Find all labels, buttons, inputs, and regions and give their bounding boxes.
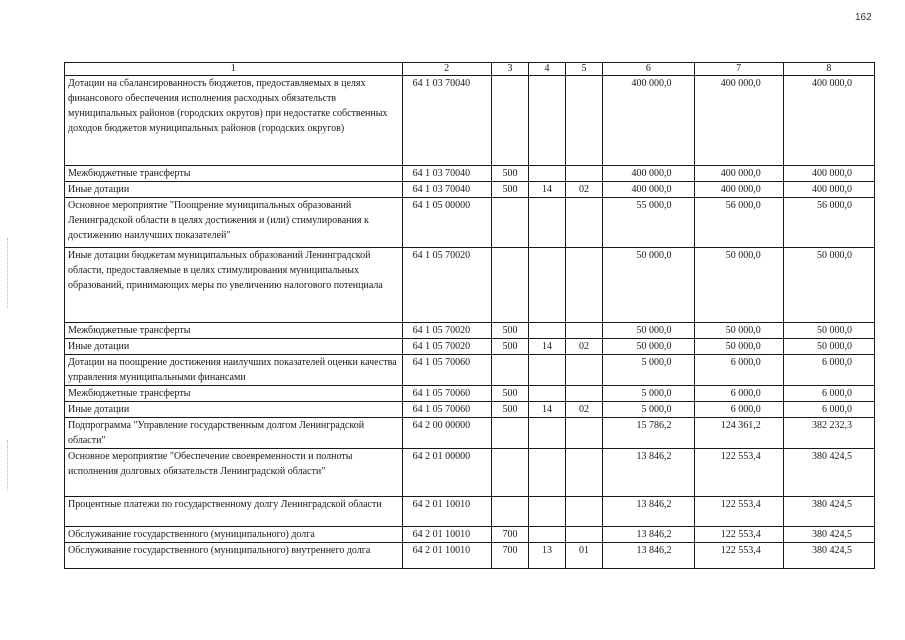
row-value-6: 15 786,2 — [603, 418, 694, 449]
row-vr: 500 — [491, 386, 529, 402]
row-value-7: 400 000,0 — [694, 182, 783, 198]
row-pr — [565, 355, 603, 386]
row-pr — [565, 449, 603, 497]
row-name: Процентные платежи по государственному долгу Ленинградской области — [65, 497, 403, 527]
row-rz — [529, 248, 565, 323]
row-value-6: 13 846,2 — [603, 527, 694, 543]
row-code: 64 1 05 00000 — [402, 198, 491, 248]
scan-artifact — [7, 440, 11, 490]
column-header: 8 — [783, 63, 874, 76]
row-code: 64 1 05 70060 — [402, 386, 491, 402]
row-name: Иные дотации — [65, 182, 403, 198]
row-value-6: 13 846,2 — [603, 543, 694, 569]
row-pr — [565, 497, 603, 527]
row-name: Основное мероприятие "Обеспечение своевременности и полноты исполнения долговых обязательств Ленинградской области" — [65, 449, 403, 497]
row-vr: 700 — [491, 543, 529, 569]
row-value-7: 122 553,4 — [694, 497, 783, 527]
column-header: 6 — [603, 63, 694, 76]
row-vr — [491, 497, 529, 527]
row-code: 64 2 00 00000 — [402, 418, 491, 449]
row-rz — [529, 323, 565, 339]
row-pr — [565, 386, 603, 402]
row-value-7: 124 361,2 — [694, 418, 783, 449]
row-value-7: 56 000,0 — [694, 198, 783, 248]
row-rz — [529, 166, 565, 182]
table-row — [65, 543, 875, 569]
row-name: Подпрограмма "Управление государственным долгом Ленинградской области" — [65, 418, 403, 449]
row-value-8: 400 000,0 — [783, 76, 874, 166]
table-row — [65, 182, 875, 198]
row-value-7: 400 000,0 — [694, 166, 783, 182]
row-value-8: 50 000,0 — [783, 248, 874, 323]
row-value-8: 380 424,5 — [783, 449, 874, 497]
row-value-6: 400 000,0 — [603, 76, 694, 166]
table-row — [65, 418, 875, 449]
row-rz — [529, 76, 565, 166]
row-name: Межбюджетные трансферты — [65, 386, 403, 402]
row-vr: 500 — [491, 402, 529, 418]
row-value-7: 6 000,0 — [694, 386, 783, 402]
row-vr: 700 — [491, 527, 529, 543]
row-vr — [491, 248, 529, 323]
row-value-7: 6 000,0 — [694, 402, 783, 418]
row-value-6: 13 846,2 — [603, 449, 694, 497]
row-name: Дотации на поощрение достижения наилучших показателей оценки качества управления муниципальными финансами — [65, 355, 403, 386]
row-vr: 500 — [491, 339, 529, 355]
row-rz — [529, 418, 565, 449]
row-value-8: 50 000,0 — [783, 339, 874, 355]
row-pr — [565, 166, 603, 182]
row-rz: 14 — [529, 182, 565, 198]
row-pr: 02 — [565, 182, 603, 198]
row-code: 64 2 01 10010 — [402, 543, 491, 569]
row-code: 64 1 05 70020 — [402, 323, 491, 339]
row-code: 64 1 05 70060 — [402, 355, 491, 386]
row-value-7: 122 553,4 — [694, 527, 783, 543]
table-row — [65, 323, 875, 339]
row-name: Обслуживание государственного (муниципального) долга — [65, 527, 403, 543]
row-name: Межбюджетные трансферты — [65, 166, 403, 182]
row-value-6: 55 000,0 — [603, 198, 694, 248]
row-code: 64 1 05 70060 — [402, 402, 491, 418]
row-rz — [529, 497, 565, 527]
table-row — [65, 527, 875, 543]
row-pr — [565, 323, 603, 339]
row-rz — [529, 449, 565, 497]
column-header: 4 — [529, 63, 565, 76]
row-code: 64 2 01 10010 — [402, 497, 491, 527]
row-pr: 01 — [565, 543, 603, 569]
column-header: 5 — [565, 63, 603, 76]
table-row — [65, 355, 875, 386]
header-row — [65, 63, 875, 76]
row-value-7: 50 000,0 — [694, 339, 783, 355]
row-value-8: 50 000,0 — [783, 323, 874, 339]
row-vr — [491, 198, 529, 248]
row-pr — [565, 248, 603, 323]
table-row — [65, 449, 875, 497]
row-value-7: 6 000,0 — [694, 355, 783, 386]
row-code: 64 1 03 70040 — [402, 166, 491, 182]
row-value-8: 6 000,0 — [783, 386, 874, 402]
column-header: 7 — [694, 63, 783, 76]
row-code: 64 1 05 70020 — [402, 339, 491, 355]
row-value-8: 400 000,0 — [783, 182, 874, 198]
scan-artifact — [7, 238, 11, 308]
row-value-8: 380 424,5 — [783, 497, 874, 527]
row-value-7: 122 553,4 — [694, 449, 783, 497]
row-value-6: 400 000,0 — [603, 182, 694, 198]
row-vr — [491, 76, 529, 166]
row-vr: 500 — [491, 182, 529, 198]
row-name: Иные дотации — [65, 402, 403, 418]
row-name: Основное мероприятие "Поощрение муниципальных образований Ленинградской области в целях достижения и (или) стимулирования к достижению наилучших показателей" — [65, 198, 403, 248]
table-row — [65, 497, 875, 527]
row-value-7: 50 000,0 — [694, 323, 783, 339]
row-rz — [529, 355, 565, 386]
row-pr — [565, 418, 603, 449]
row-value-6: 400 000,0 — [603, 166, 694, 182]
row-value-8: 382 232,3 — [783, 418, 874, 449]
row-value-6: 13 846,2 — [603, 497, 694, 527]
row-code: 64 2 01 00000 — [402, 449, 491, 497]
row-value-7: 50 000,0 — [694, 248, 783, 323]
row-name: Межбюджетные трансферты — [65, 323, 403, 339]
row-pr — [565, 198, 603, 248]
row-name: Иные дотации — [65, 339, 403, 355]
table-row — [65, 402, 875, 418]
table-row — [65, 76, 875, 166]
row-code: 64 1 03 70040 — [402, 76, 491, 166]
row-name: Иные дотации бюджетам муниципальных образований Ленинградской области, предоставляемые в целях стимулирования муниципальных образований, принимающих меры по увеличению налогового потенциала — [65, 248, 403, 323]
row-value-6: 50 000,0 — [603, 323, 694, 339]
row-value-8: 380 424,5 — [783, 527, 874, 543]
row-code: 64 2 01 10010 — [402, 527, 491, 543]
row-value-8: 380 424,5 — [783, 543, 874, 569]
table-row — [65, 166, 875, 182]
row-value-7: 122 553,4 — [694, 543, 783, 569]
column-header: 2 — [402, 63, 491, 76]
row-value-6: 5 000,0 — [603, 386, 694, 402]
row-name: Дотации на сбалансированность бюджетов, предоставляемых в целях финансового обеспечения исполнения расходных обязательств муниципальных районов (городских округов) при недостатке собственных доходов бюджетов муниципальных районов (городских округов) — [65, 76, 403, 166]
row-rz: 14 — [529, 402, 565, 418]
row-value-7: 400 000,0 — [694, 76, 783, 166]
row-value-8: 400 000,0 — [783, 166, 874, 182]
row-vr: 500 — [491, 166, 529, 182]
row-value-6: 50 000,0 — [603, 248, 694, 323]
row-name: Обслуживание государственного (муниципального) внутреннего долга — [65, 543, 403, 569]
row-value-8: 6 000,0 — [783, 402, 874, 418]
row-pr: 02 — [565, 402, 603, 418]
row-rz: 13 — [529, 543, 565, 569]
column-header: 3 — [491, 63, 529, 76]
column-header: 1 — [65, 63, 403, 76]
row-rz — [529, 386, 565, 402]
row-rz — [529, 198, 565, 248]
row-value-6: 5 000,0 — [603, 355, 694, 386]
table-row — [65, 386, 875, 402]
row-pr — [565, 76, 603, 166]
row-code: 64 1 03 70040 — [402, 182, 491, 198]
row-pr: 02 — [565, 339, 603, 355]
row-vr — [491, 449, 529, 497]
row-value-8: 6 000,0 — [783, 355, 874, 386]
row-code: 64 1 05 70020 — [402, 248, 491, 323]
row-rz: 14 — [529, 339, 565, 355]
row-vr: 500 — [491, 323, 529, 339]
page-number: 162 — [855, 12, 872, 23]
budget-table — [64, 62, 875, 569]
row-value-6: 50 000,0 — [603, 339, 694, 355]
row-rz — [529, 527, 565, 543]
row-pr — [565, 527, 603, 543]
row-vr — [491, 355, 529, 386]
table-row — [65, 339, 875, 355]
table-row — [65, 198, 875, 248]
table-row — [65, 248, 875, 323]
row-vr — [491, 418, 529, 449]
row-value-6: 5 000,0 — [603, 402, 694, 418]
row-value-8: 56 000,0 — [783, 198, 874, 248]
